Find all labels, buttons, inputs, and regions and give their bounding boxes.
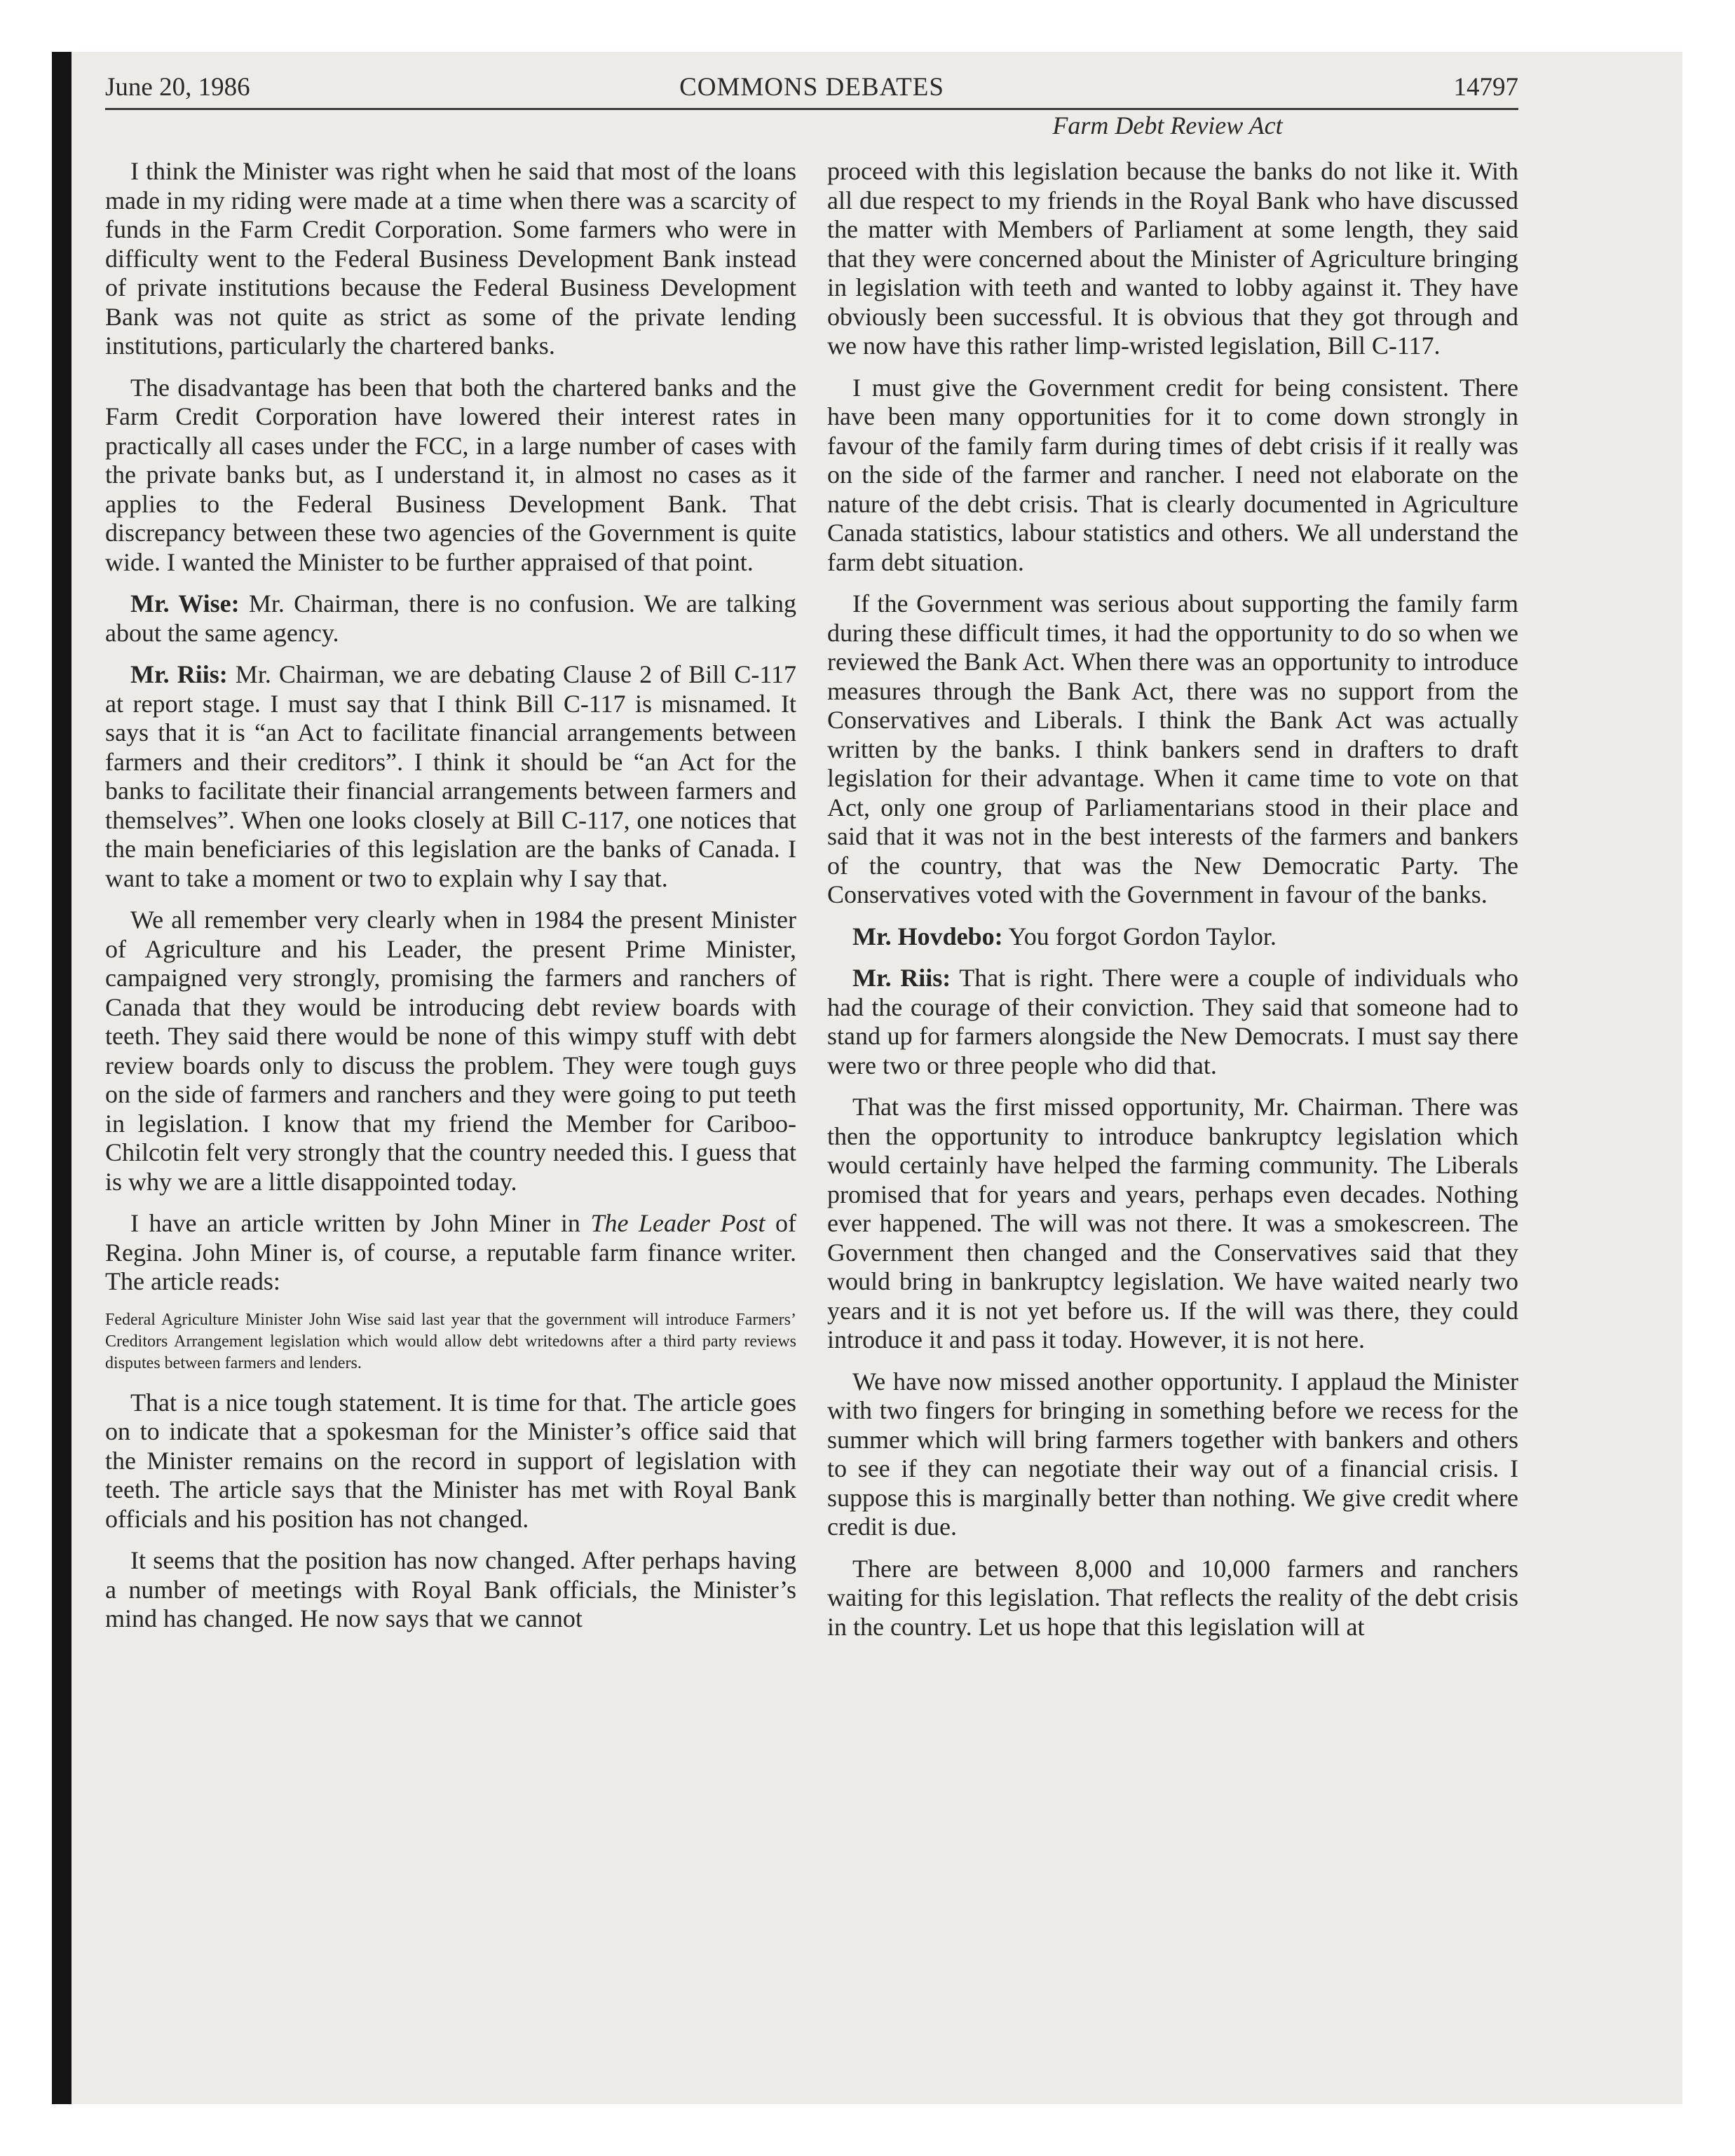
page-header xyxy=(105,66,1518,110)
paragraph: It seems that the position has now changed. After perhaps having a number of meetings with Royal Bank officials, the Minister’s mind has changed. He now says that we cannot xyxy=(105,1546,796,1632)
paragraph: The disadvantage has been that both the chartered banks and the Farm Credit Corporation have lowered their interest rates in practically all cases under the FCC, in a large number of cases with the private banks but, as I understand it, in almost no cases as it applies to the Federal Business Development Bank. That discrepancy between these two agencies of the Government is quite wide. I wanted the Minister to be further appraised of that point. xyxy=(105,373,796,576)
left-column xyxy=(105,157,796,1646)
speech-paragraph xyxy=(105,589,796,648)
speaker-name: Mr. Riis: xyxy=(130,660,228,688)
paragraph: I must give the Government credit for being consistent. There have been many opportunities for it to come down strongly in favour of the family farm during times of debt crisis if it really was on the side of the farmer and rancher. I need not elaborate on the nature of the debt crisis. That is clearly documented in Agriculture Canada statistics, labour statistics and others. We all understand the farm debt situation. xyxy=(827,373,1518,576)
paragraph: If the Government was serious about supporting the family farm during these difficult times, it had the opportunity to do so when we reviewed the Bank Act. When there was an opportunity to introduce measures through the Bank Act, there was no support from the Conservatives and Liberals. I think the Bank Act was actually written by the banks. I think bankers send in drafters to draft legislation for their advantage. When it came time to vote on that Act, only one group of Parliamentarians stood in their place and said that it was not in the best interests of the farmers and bankers of the country, that was the New Democratic Party. The Conservatives voted with the Government in favour of the banks. xyxy=(827,589,1518,908)
paragraph: There are between 8,000 and 10,000 farmers and ranchers waiting for this legislation. That reflects the reality of the debt crisis in the country. Let us hope that this legislation will at xyxy=(827,1554,1518,1641)
paragraph: That was the first missed opportunity, Mr. Chairman. There was then the opportunity to introduce bankruptcy legislation which would certainly have helped the farming community. The Liberals promised that for years and years, perhaps even decades. Nothing ever happened. The will was not there. It was a smokescreen. The Government then changed and the Conservatives said that they would bring in bankruptcy legislation. We have waited nearly two years and it is not yet before us. If the will was there, they could introduce it and pass it today. However, it is not here. xyxy=(827,1093,1518,1353)
header-page-number: 14797 xyxy=(1453,73,1518,102)
paragraph: That is a nice tough statement. It is time for that. The article goes on to indicate that a spokesman for the Minister’s office said that the Minister remains on the record in support of legislation with teeth. The article says that the Minister has met with Royal Bank officials and his position has not changed. xyxy=(105,1388,796,1533)
paragraph: I think the Minister was right when he said that most of the loans made in my riding were made at a time when there was a scarcity of funds in the Farm Credit Corporation. Some farmers who were in difficulty went to the Federal Business Development Bank instead of private institutions because the Federal Business Development Bank was not quite as strict as some of the private lending institutions, particularly the chartered banks. xyxy=(105,157,796,360)
paragraph: We all remember very clearly when in 1984 the present Minister of Agriculture and his Leader, the present Prime Minister, campaigned very strongly, promising the farmers and ranchers of Canada that they would be introducing debt review boards with teeth. They said there would be none of this wimpy stuff with debt review boards only to discuss the problem. They were tough guys on the side of farmers and ranchers and they were going to put teeth in legislation. I know that my friend the Member for Cariboo-Chilcotin felt very strongly that the country needed this. I guess that is why we are a little disappointed today. xyxy=(105,906,796,1196)
header-title: COMMONS DEBATES xyxy=(679,73,944,102)
speech-text: You forgot Gordon Taylor. xyxy=(1002,922,1277,950)
publication-title: The Leader Post xyxy=(590,1209,766,1237)
speaker-name: Mr. Wise: xyxy=(130,589,240,618)
speech-text: That is right. There were a couple of individuals who had the courage of their conviction. They said that someone had to stand up for farmers alongside the New Democrats. I must say there were two or three people who did that. xyxy=(827,964,1518,1079)
paragraph: We have now missed another opportunity. I applaud the Minister with two fingers for bringing in something before we recess for the summer which will bring farmers together with bankers and others to see if they can negotiate their way out of a financial crisis. I suppose this is marginally better than nothing. We give credit where credit is due. xyxy=(827,1367,1518,1541)
speaker-name: Mr. Riis: xyxy=(852,964,951,992)
speech-text: Mr. Chairman, there is no confusion. We are talking about the same agency. xyxy=(105,589,796,647)
text-run: I have an article written by John Miner in xyxy=(130,1209,591,1237)
paragraph xyxy=(105,1209,796,1297)
block-quote: Federal Agriculture Minister John Wise said last year that the government will introduce Farmers’ Creditors Arrangement legislation which would allow debt writedowns after a third party reviews disputes between farmers and lenders. xyxy=(105,1310,796,1372)
right-column xyxy=(827,157,1518,1654)
speaker-name: Mr. Hovdebo: xyxy=(852,922,1003,950)
speech-paragraph xyxy=(827,922,1518,952)
header-date: June 20, 1986 xyxy=(105,73,250,102)
paragraph-continued: proceed with this legislation because the banks do not like it. With all due respect to my friends in the Royal Bank who have discussed the matter with Members of Parliament at some length, they said that they were concerned about the Minister of Agriculture bringing in legislation with teeth and wanted to lobby against it. They have obviously been successful. It is obvious that they got through and we now have this rather limp-wristed legislation, Bill C-117. xyxy=(827,157,1518,360)
speech-text: Mr. Chairman, we are debating Clause 2 of Bill C-117 at report stage. I must say that I think Bill C-117 is misnamed. It says that it is “an Act to facilitate financial arrangements between farmers and their creditors”. I think it should be “an Act for the banks to facilitate their financial arrangements between farmers and themselves”. When one looks closely at Bill C-117, one notices that the main beneficiaries of this legislation are the banks of Canada. I want to take a moment or two to explain why I say that. xyxy=(105,660,796,892)
speech-paragraph xyxy=(827,964,1518,1080)
running-head: Farm Debt Review Act xyxy=(1052,111,1283,139)
text-run: of Regina. John Miner is, of course, a reputable farm finance writer. The article reads: xyxy=(105,1209,796,1295)
speech-paragraph xyxy=(105,660,796,893)
